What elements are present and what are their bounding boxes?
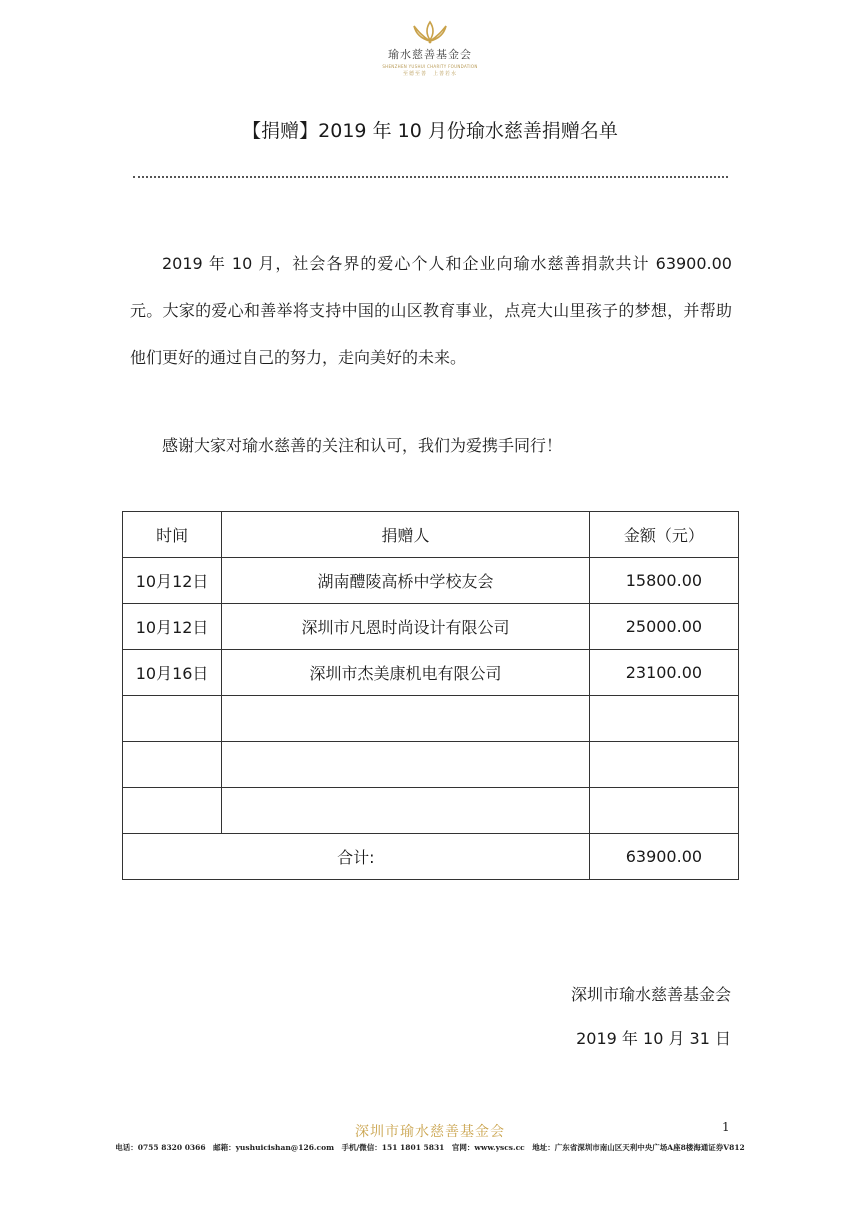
- document-title: 【捐赠】2019 年 10 月份瑜水慈善捐赠名单: [242, 120, 618, 142]
- logo-slogan: 至德至善 上善若水: [402, 71, 457, 77]
- footer-org-name: 深圳市瑜水慈善基金会: [355, 1124, 505, 1140]
- table-row: [123, 788, 739, 834]
- row-date: [123, 788, 222, 834]
- total-label: 合计:: [123, 834, 590, 880]
- row-date: 10月12日: [123, 558, 222, 604]
- dotted-divider: [133, 176, 728, 178]
- row-date: [123, 696, 222, 742]
- header-donor: 捐赠人: [222, 512, 590, 558]
- foundation-logo: [360, 20, 500, 82]
- table-header-row: [123, 512, 739, 558]
- row-amount: [589, 742, 738, 788]
- signature-org: 深圳市瑜水慈善基金会: [570, 985, 731, 1004]
- row-amount: 15800.00: [589, 558, 738, 604]
- lotus-crown-icon: [408, 20, 452, 44]
- table-total-row: [123, 834, 739, 880]
- row-donor: 深圳市杰美康机电有限公司: [222, 650, 590, 696]
- intro-paragraph: 2019 年 10 月，社会各界的爱心个人和企业向瑜水慈善捐款共计 63900.00 元。大家的爱心和善举将支持中国的山区教育事业，点亮大山里孩子的梦想，并帮助他们更好的通过自己的努力，走向美好的未来。: [130, 254, 732, 367]
- table-row: [123, 650, 739, 696]
- footer-contact-info: 电话：0755 8320 0366 邮箱：yushuicishan@126.com 手机/微信：151 1801 5831 官网：www.yscs.cc 地址：广东省深圳市南山区天利中央广场A座8楼海通证券V812: [115, 1143, 745, 1152]
- row-date: 10月16日: [123, 650, 222, 696]
- row-donor: 深圳市凡恩时尚设计有限公司: [222, 604, 590, 650]
- row-donor: [222, 696, 590, 742]
- row-amount: [589, 696, 738, 742]
- row-amount: 23100.00: [589, 650, 738, 696]
- logo-name: 瑜水慈善基金会: [388, 48, 472, 61]
- table-row: [123, 742, 739, 788]
- row-date: 10月12日: [123, 604, 222, 650]
- total-value: 63900.00: [589, 834, 738, 880]
- page-number: 1: [722, 1120, 730, 1134]
- logo-english-name: SHENZHEN YUSHUI CHARITY FOUNDATION: [382, 64, 478, 69]
- header-date: 时间: [123, 512, 222, 558]
- donation-table: [122, 511, 739, 880]
- table-row: [123, 558, 739, 604]
- header-amount: 金额（元）: [589, 512, 738, 558]
- row-donor: [222, 742, 590, 788]
- row-donor: [222, 788, 590, 834]
- thanks-paragraph: 感谢大家对瑜水慈善的关注和认可，我们为爱携手同行！: [162, 436, 563, 455]
- row-amount: [589, 788, 738, 834]
- table-row: [123, 604, 739, 650]
- signature-date: 2019 年 10 月 31 日: [576, 1029, 731, 1048]
- row-date: [123, 742, 222, 788]
- table-row: [123, 696, 739, 742]
- row-amount: 25000.00: [589, 604, 738, 650]
- row-donor: 湖南醴陵高桥中学校友会: [222, 558, 590, 604]
